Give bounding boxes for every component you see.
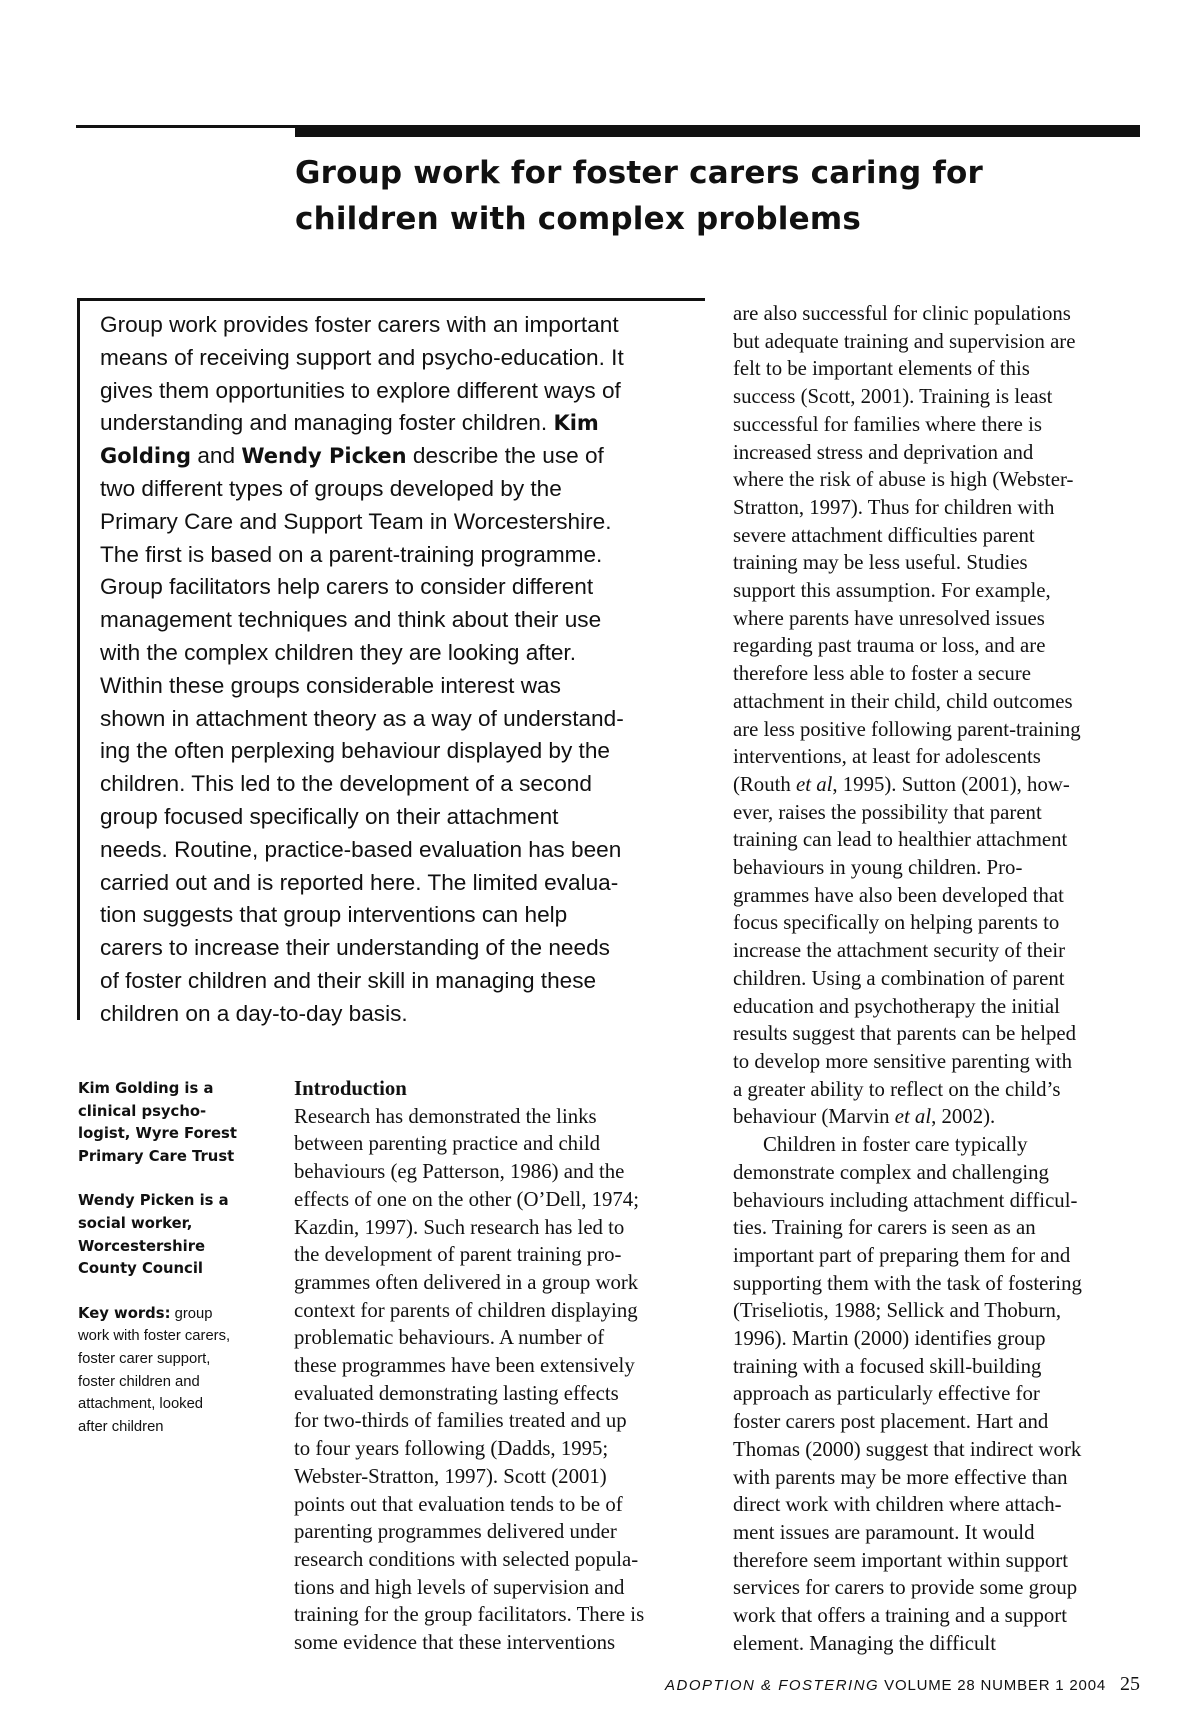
abstract-line	[100, 407, 710, 440]
body-column-right	[733, 300, 1143, 1657]
abstract-line	[100, 440, 710, 473]
body-line: training may be less useful. Studies	[733, 551, 1028, 575]
body-line: for two-thirds of families treated and up	[294, 1409, 627, 1433]
journal-name: ADOPTION & FOSTERING	[665, 1677, 880, 1694]
body-line: 1996). Martin (2000) identifies group	[733, 1327, 1046, 1351]
abstract-line: needs. Routine, practice-based evaluation has been	[100, 836, 622, 862]
body-line: severe attachment difficulties parent	[733, 523, 1035, 547]
text-run: , 1995). Sutton (2001), how-	[832, 772, 1070, 796]
body-line: to develop more sensitive parenting with	[733, 1049, 1073, 1073]
body-line: are also successful for clinic populations	[733, 302, 1071, 325]
body-line: element. Managing the difficult	[733, 1631, 996, 1655]
body-line: are less positive following parent-training	[733, 717, 1081, 741]
abstract-line: management techniques and think about their use	[100, 607, 602, 633]
body-line: successful for families where there is	[733, 412, 1042, 436]
author-bio-golding	[78, 1078, 273, 1168]
body-line: children. Using a combination of parent	[733, 966, 1065, 990]
body-line: attachment in their child, child outcomes	[733, 689, 1073, 713]
abstract-text-run: understanding and managing foster children.	[100, 410, 554, 436]
body-line: grammes have also been developed that	[733, 883, 1064, 907]
body-line: behaviours in young children. Pro-	[733, 856, 1023, 880]
body-line: Kazdin, 1997). Such research has led to	[294, 1215, 625, 1239]
keywords-line	[78, 1303, 273, 1326]
bio-line: Primary Care Trust	[78, 1147, 235, 1165]
body-column-middle	[294, 1075, 704, 1657]
body-line: with parents may be more effective than	[733, 1465, 1068, 1489]
author-name-kim: Kim	[553, 411, 599, 436]
body-line: increase the attachment security of their	[733, 939, 1066, 963]
body-line: education and psychotherapy the initial	[733, 994, 1060, 1018]
body-line: ties. Training for carers is seen as an	[733, 1216, 1036, 1240]
body-line: focus specifically on helping parents to	[733, 911, 1060, 935]
abstract-line: group focused specifically on their attachment	[100, 803, 559, 829]
body-line: behaviours including attachment difficul-	[733, 1188, 1078, 1212]
body-line: important part of preparing them for and	[733, 1243, 1071, 1267]
keywords	[78, 1303, 273, 1439]
body-line: research conditions with selected popula-	[294, 1547, 639, 1571]
body-line: demonstrate complex and challenging	[733, 1160, 1049, 1184]
abstract-line: tion suggests that group interventions can help	[100, 902, 568, 928]
abstract-line: means of receiving support and psycho-education. It	[100, 344, 624, 370]
body-line: a greater ability to reflect on the child’s	[733, 1077, 1061, 1101]
body-line: training can lead to healthier attachment	[733, 828, 1068, 852]
body-line: the development of parent training pro-	[294, 1243, 622, 1267]
body-line: where the risk of abuse is high (Webster-	[733, 468, 1074, 492]
body-line: approach as particularly effective for	[733, 1382, 1040, 1406]
body-line: services for carers to provide some group	[733, 1576, 1078, 1600]
text-run: (Routh	[733, 772, 796, 796]
abstract-line: The first is based on a parent-training programme.	[100, 541, 603, 567]
body-line: regarding past trauma or loss, and are	[733, 634, 1046, 658]
author-name-golding: Golding	[100, 444, 192, 469]
body-line: Thomas (2000) suggest that indirect work	[733, 1437, 1082, 1461]
abstract-text	[100, 309, 710, 1031]
body-line: problematic behaviours. A number of	[294, 1326, 605, 1350]
abstract-text-run: describe the use of	[406, 443, 604, 469]
abstract-line: shown in attachment theory as a way of understand-	[100, 705, 624, 731]
keywords-line: foster children and	[78, 1373, 200, 1390]
body-line: direct work with children where attach-	[733, 1493, 1062, 1517]
body-line: interventions, at least for adolescents	[733, 745, 1041, 769]
keywords-label: Key words:	[78, 1304, 171, 1322]
author-bio-picken	[78, 1190, 273, 1280]
body-line: Children in foster care typically	[763, 1133, 1028, 1157]
title-line-2: children with complex problems	[295, 201, 861, 237]
body-line: results suggest that parents can be helped	[733, 1022, 1077, 1046]
title-line-1: Group work for foster carers caring for	[295, 155, 984, 191]
abstract-line: of foster children and their skill in managing these	[100, 967, 597, 993]
page-number: 25	[1120, 1673, 1140, 1695]
keywords-line: after children	[78, 1418, 164, 1435]
body-line: where parents have unresolved issues	[733, 606, 1045, 630]
abstract-line: two different types of groups developed by the	[100, 475, 562, 501]
body-line: (Triseliotis, 1988; Sellick and Thoburn,	[733, 1299, 1062, 1323]
keywords-line: foster carer support,	[78, 1350, 211, 1367]
page-footer	[640, 1672, 1140, 1698]
body-line: context for parents of children displaying	[294, 1298, 638, 1322]
section-heading-introduction: Introduction	[294, 1077, 407, 1100]
abstract-line: Within these groups considerable interest was	[100, 672, 561, 698]
body-line: Research has demonstrated the links	[294, 1104, 597, 1128]
bio-line: clinical psycho-	[78, 1102, 207, 1120]
body-line: therefore less able to foster a secure	[733, 662, 1031, 686]
body-line: ever, raises the possibility that parent	[733, 800, 1042, 824]
body-line: some evidence that these interventions	[294, 1631, 616, 1655]
author-name-picken: Wendy Picken	[241, 444, 407, 469]
abstract-line: gives them opportunities to explore different ways of	[100, 377, 621, 403]
abstract-line: Group facilitators help carers to consider different	[100, 574, 594, 600]
bio-line: Worcestershire	[78, 1237, 206, 1255]
body-line: therefore seem important within support	[733, 1548, 1068, 1572]
body-line: ment issues are paramount. It would	[733, 1520, 1035, 1544]
bio-line: County Council	[78, 1260, 203, 1278]
et-al-italic: et al	[894, 1105, 932, 1129]
abstract-line: Group work provides foster carers with an important	[100, 312, 619, 337]
body-line: foster carers post placement. Hart and	[733, 1410, 1049, 1434]
body-line: training for the group facilitators. There is	[294, 1603, 645, 1627]
author-sidebar	[78, 1078, 273, 1438]
body-line: success (Scott, 2001). Training is least	[733, 385, 1053, 409]
article-title	[295, 150, 1115, 242]
bio-line: Kim Golding is a	[78, 1080, 214, 1097]
keywords-line: attachment, looked	[78, 1396, 204, 1413]
abstract-line: Primary Care and Support Team in Worcestershire.	[100, 508, 612, 534]
body-line: grammes often delivered in a group work	[294, 1270, 639, 1294]
bio-line: logist, Wyre Forest	[78, 1125, 237, 1143]
body-line: felt to be important elements of this	[733, 357, 1030, 381]
abstract-line: with the complex children they are looking after.	[100, 639, 576, 665]
bio-line: social worker,	[78, 1214, 193, 1232]
body-line: to four years following (Dadds, 1995;	[294, 1437, 609, 1461]
journal-volume: VOLUME 28 NUMBER 1 2004	[879, 1677, 1106, 1694]
bio-line: Wendy Picken is a	[78, 1192, 229, 1210]
body-line	[733, 1103, 1143, 1131]
abstract-text-run: and	[191, 443, 242, 469]
text-run: behaviour (Marvin	[733, 1105, 895, 1129]
body-line: parenting programmes delivered under	[294, 1520, 617, 1544]
abstract-line: children on a day-to-day basis.	[100, 1000, 408, 1026]
body-line: these programmes have been extensively	[294, 1354, 635, 1378]
body-line: work that offers a training and a support	[733, 1604, 1068, 1628]
body-line: Stratton, 1997). Thus for children with	[733, 495, 1055, 519]
body-line	[733, 771, 1143, 799]
body-line: but adequate training and supervision are	[733, 329, 1076, 353]
abstract-line: children. This led to the development of a second	[100, 771, 592, 797]
body-line: supporting them with the task of fostering	[733, 1271, 1082, 1295]
body-line: training with a focused skill-building	[733, 1354, 1042, 1378]
body-line: support this assumption. For example,	[733, 579, 1051, 603]
body-line: behaviours (eg Patterson, 1986) and the	[294, 1160, 625, 1184]
et-al-italic: et al	[795, 772, 833, 796]
abstract-line: ing the often perplexing behaviour displayed by the	[100, 738, 610, 764]
body-line: Webster-Stratton, 1997). Scott (2001)	[294, 1464, 607, 1488]
abstract-line: carried out and is reported here. The limited evalua-	[100, 869, 619, 895]
keywords-text: group	[170, 1305, 213, 1322]
body-line: effects of one on the other (O’Dell, 1974;	[294, 1187, 639, 1211]
body-line: tions and high levels of supervision and	[294, 1575, 625, 1599]
body-line: evaluated demonstrating lasting effects	[294, 1381, 619, 1405]
text-run: , 2002).	[931, 1105, 996, 1129]
body-line: between parenting practice and child	[294, 1132, 601, 1156]
keywords-line: work with foster carers,	[78, 1328, 231, 1345]
abstract-line: carers to increase their understanding of the needs	[100, 935, 610, 961]
body-line: increased stress and deprivation and	[733, 440, 1034, 464]
title-rule	[295, 125, 1140, 137]
body-line: points out that evaluation tends to be of	[294, 1492, 623, 1516]
